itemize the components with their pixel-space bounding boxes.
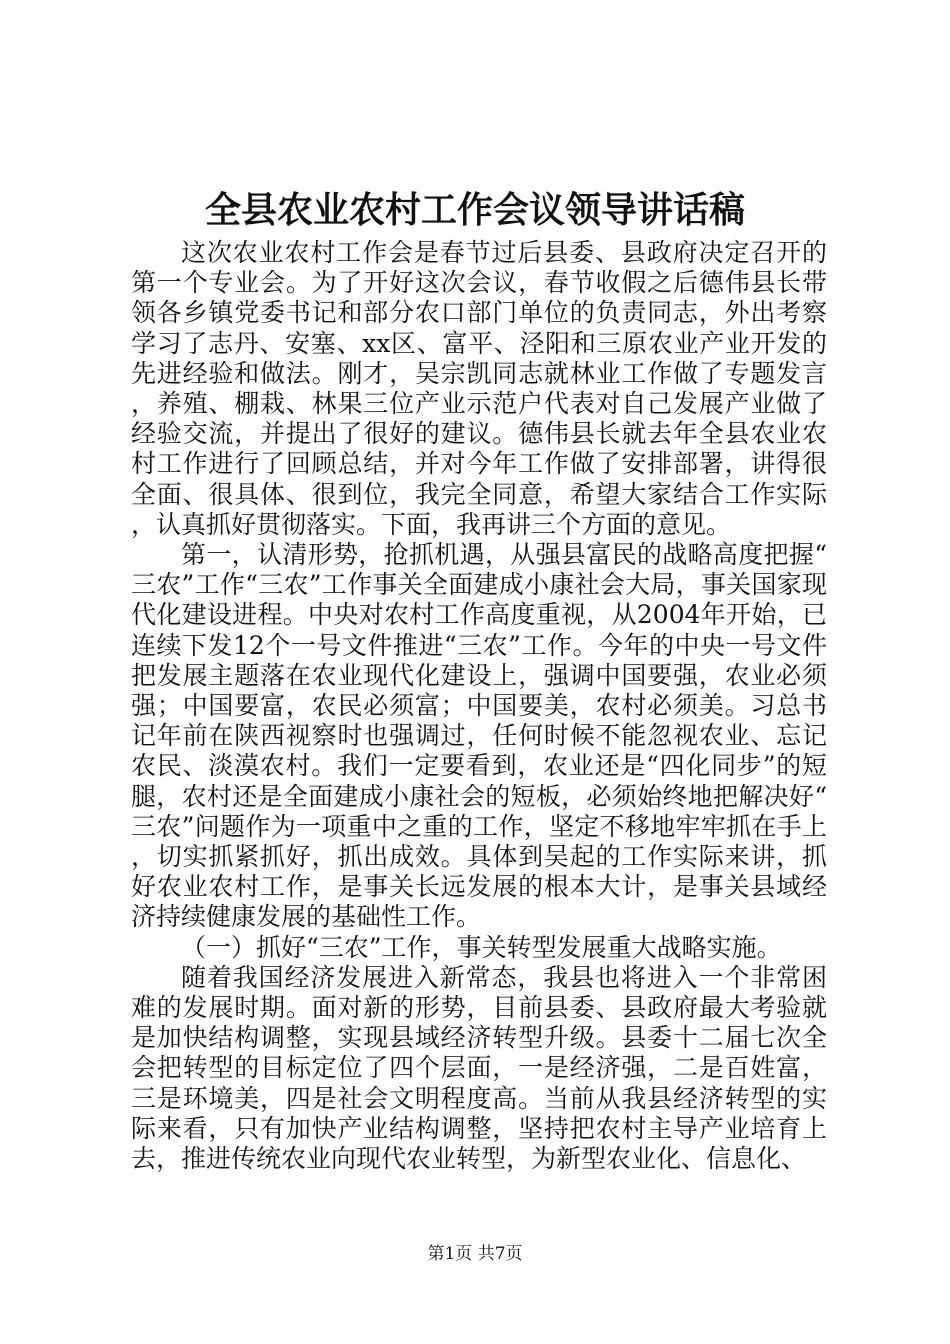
document-title: 全县农业农村工作会议领导讲话稿 <box>204 189 745 231</box>
page-number-footer: 第1页 共7页 <box>427 1244 523 1264</box>
paragraph-1: 这次农业农村工作会是春节过后县委、县政府决定召开的第一个专业会。为了开好这次会议，春节收假之后德伟县长带领各乡镇党委书记和部分农口部门单位的负责同志，外出考察学习了志丹、安塞、xx区、富平、泾阳和三原农业产业开发的先进经验和做法。刚才，吴宗凯同志就林业工作做了专题发言，养殖、棚栽、林果三位产业示范户代表对自己发展产业做了经验交流，并提出了很好的建议。德伟县长就去年全县农业农村工作进行了回顾总结，并对今年工作做了安排部署，讲得很全面、很具体、很到位，我完全同意，希望大家结合工作实际，认真抓好贯彻落实。下面，我再讲三个方面的意见。 <box>131 238 827 539</box>
document-body <box>131 238 827 1174</box>
paragraph-3: （一）抓好“三农”工作，事关转型发展重大战略实施。 <box>181 932 782 962</box>
paragraph-4: 随着我国经济发展进入新常态，我县也将进入一个非常困难的发展时期。面对新的形势，目前县委、县政府最大考验就是加快结构调整，实现县域经济转型升级。县委十二届七次全会把转型的目标定位了四个层面，一是经济强，二是百姓富，三是环境美，四是社会文明程度高。当前从我县经济转型的实际来看，只有加快产业结构调整，坚持把农村主导产业培育上去，推进传统农业向现代农业转型，为新型农业化、信息化、 <box>131 962 827 1174</box>
paragraph-2: 第一，认清形势，抢抓机遇，从强县富民的战略高度把握“三农”工作“三农”工作事关全面建成小康社会大局，事关国家现代化建设进程。中央对农村工作高度重视，从2004年开始，已连续下发12个一号文件推进“三农”工作。今年的中央一号文件把发展主题落在农业现代化建设上，强调中国要强，农业必须强；中国要富，农民必须富；中国要美，农村必须美。习总书记年前在陕西视察时也强调过，任何时候不能忽视农业、忘记农民、淡漠农村。我们一定要看到，农业还是“四化同步”的短腿，农村还是全面建成小康社会的短板，必须始终地把解决好“三农”问题作为一项重中之重的工作，坚定不移地牢牢抓在手上，切实抓紧抓好，抓出成效。具体到吴起的工作实际来讲，抓好农业农村工作，是事关长远发展的根本大计，是事关县域经济持续健康发展的基础性工作。 <box>131 540 827 932</box>
